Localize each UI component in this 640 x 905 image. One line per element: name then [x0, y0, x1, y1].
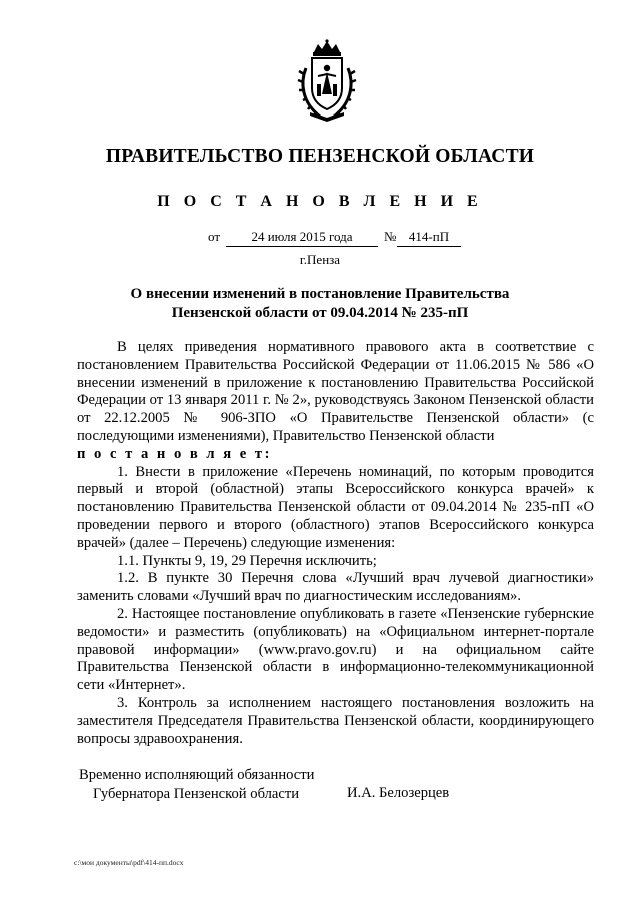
date-prefix: от — [208, 229, 221, 244]
date-number-line — [0, 229, 640, 249]
document-body — [77, 339, 594, 748]
position-line-1: Временно исполняющий обязанности — [79, 767, 315, 783]
coat-of-arms-emblem — [296, 38, 358, 122]
item-1-2-paragraph: 1.2. В пункте 30 Перечня слова «Лучший врач лучевой диагностики» заменить словами «Лучший врач по диагностическим исследованиям». — [77, 570, 594, 605]
item-3-paragraph: 3. Контроль за исполнением настоящего постановления возложить на заместителя Председателя Правительства Пензенской области, координирующего вопросы здравоохранения. — [77, 694, 594, 747]
city: г.Пенза — [299, 252, 341, 267]
preamble-paragraph: В целях приведения нормативного правового акта в соответствие с постановлением Правительства Российской Федерации от 11.06.2015 № 586 «О внесении изменений в приложение к постановлению Правительства Российской Федерации от 13 января 2011 г. № 2», руководствуясь Законом Пензенской области от 22.12.2005 № 906-ЗПО «О Правительстве Пензенской области» (с последующими изменениями), Правительство Пензенской области — [77, 339, 594, 444]
signatory-name: И.А. Белозерцев — [347, 785, 450, 801]
document-date: 24 июля 2015 года — [226, 229, 378, 247]
document-type-title: П О С Т А Н О В Л Е Н И Е — [157, 193, 483, 210]
item-2-paragraph: 2. Настоящее постановление опубликовать в газете «Пензенские губернские ведомости» и разместить (опубликовать) на «Официальном интернет-портале правовой информации» (www.pravo.gov.ru) и на официальном сайте Правительства Пензенской области в информационно-телекоммуникационной сети «Интернет». — [77, 605, 594, 694]
government-title: ПРАВИТЕЛЬСТВО ПЕНЗЕНСКОЙ ОБЛАСТИ — [105, 146, 535, 167]
item-1-1-paragraph: 1.1. Пункты 9, 19, 29 Перечня исключить; — [117, 552, 377, 569]
file-path-footer: c:\мои документы\pdf\414-пп.docx — [74, 858, 184, 867]
number-sign: № — [384, 229, 397, 244]
item-1-paragraph: 1. Внести в приложение «Перечень номинаций, по которым проводится первый и второй (областной) этапы Всероссийского конкурса врачей» к постановлению Правительства Пензенской области от 09.04.2014 № 235-пП «О проведении первого и второго (областного) этапов Всероссийского конкурса врачей» (далее – Перечень) следующие изменения: — [77, 463, 594, 551]
subject-line-1: О внесении изменений в постановление Правительства — [130, 286, 510, 302]
resolves-word: п о с т а н о в л я е т: — [77, 445, 272, 462]
subject-line-2: Пензенской области от 09.04.2014 № 235-пП — [171, 305, 469, 321]
signatory-position — [79, 766, 314, 804]
position-line-2: Губернатора Пензенской области — [93, 786, 300, 802]
document-subject — [0, 285, 640, 323]
document-number: 414-пП — [397, 229, 461, 247]
